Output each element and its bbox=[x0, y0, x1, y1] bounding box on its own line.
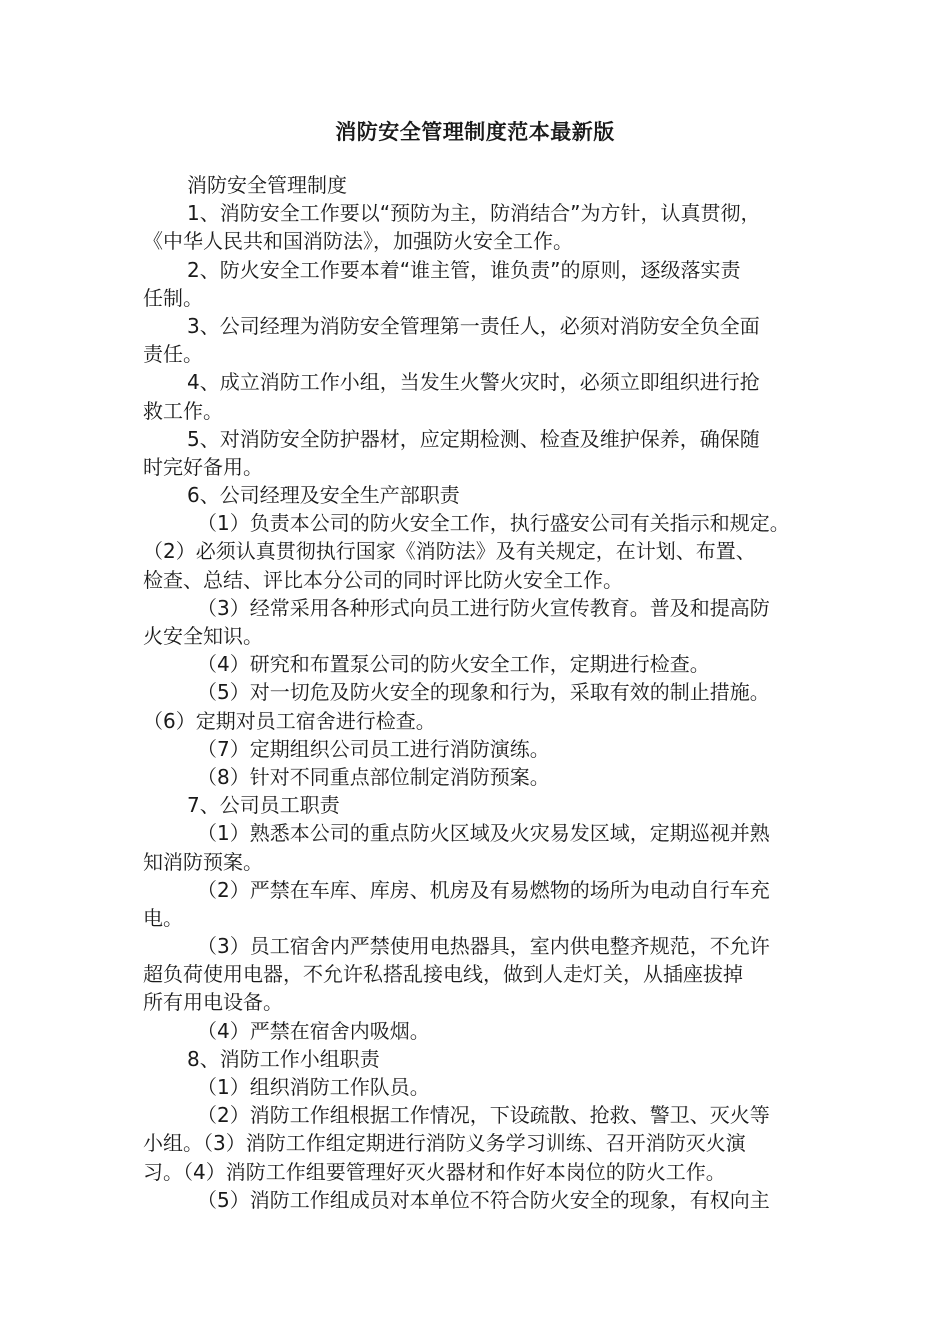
text-line: （3）经常采用各种形式向员工进行防火宣传教育。普及和提高防 bbox=[197, 595, 770, 620]
text-line: （6）定期对员工宿舍进行检查。 bbox=[143, 708, 436, 733]
text-line: 1、消防安全工作要以“预防为主，防消结合”为方针，认真贯彻， bbox=[187, 201, 761, 226]
document-body bbox=[143, 171, 815, 1214]
text-line: （7）定期组织公司员工进行消防演练。 bbox=[197, 736, 550, 761]
text-line: 责任。 bbox=[143, 342, 203, 367]
text-line: 知消防预案。 bbox=[143, 849, 263, 874]
text-line: 救工作。 bbox=[143, 398, 223, 423]
text-line: 习。（4）消防工作组要管理好灭火器材和作好本岗位的防火工作。 bbox=[143, 1159, 726, 1184]
document-title: 消防安全管理制度范本最新版 bbox=[335, 120, 615, 144]
text-line: （3）员工宿舍内严禁使用电热器具，室内供电整齐规范，不允许 bbox=[197, 934, 770, 959]
text-line: （2）严禁在车库、库房、机房及有易燃物的场所为电动自行车充 bbox=[197, 877, 770, 902]
text-line: 火安全知识。 bbox=[143, 624, 263, 648]
text-line: 2、防火安全工作要本着“谁主管，谁负责”的原则，逐级落实责 bbox=[187, 257, 741, 282]
text-line: 消防安全管理制度 bbox=[187, 173, 347, 197]
text-line: 检查、总结、评比本分公司的同时评比防火安全工作。 bbox=[143, 567, 623, 592]
text-line: 《中华人民共和国消防法》，加强防火安全工作。 bbox=[143, 229, 573, 254]
text-line: （4）研究和布置泵公司的防火安全工作，定期进行检查。 bbox=[197, 652, 710, 677]
text-line: 电。 bbox=[143, 905, 183, 930]
text-line: （5）消防工作组成员对本单位不符合防火安全的现象，有权向主 bbox=[197, 1187, 770, 1212]
text-line: （2）必须认真贯彻执行国家《消防法》及有关规定，在计划、布置、 bbox=[143, 539, 756, 564]
text-line: 超负荷使用电器，不允许私搭乱接电线，做到人走灯关，从插座拔掉 bbox=[143, 962, 743, 987]
text-line: （1）组织消防工作队员。 bbox=[197, 1075, 430, 1099]
text-line: 8、消防工作小组职责 bbox=[187, 1046, 380, 1071]
text-line: （4）严禁在宿舍内吸烟。 bbox=[197, 1018, 430, 1043]
text-line: （2）消防工作组根据工作情况，下设疏散、抢救、警卫、灭火等 bbox=[197, 1103, 770, 1128]
text-line: 3、公司经理为消防安全管理第一责任人，必须对消防安全负全面 bbox=[187, 313, 760, 338]
text-line: （8）针对不同重点部位制定消防预案。 bbox=[197, 764, 550, 789]
text-line: 5、对消防安全防护器材，应定期检测、检查及维护保养，确保随 bbox=[187, 426, 760, 451]
text-line: 小组。（3）消防工作组定期进行消防义务学习训练、召开消防灭火演 bbox=[143, 1131, 746, 1156]
text-line: 7、公司员工职责 bbox=[187, 793, 340, 818]
text-line: （1）负责本公司的防火安全工作，执行盛安公司有关指示和规定。 bbox=[197, 511, 790, 536]
text-line: 所有用电设备。 bbox=[143, 990, 283, 1015]
text-line: 时完好备用。 bbox=[143, 454, 263, 479]
text-line: 任制。 bbox=[143, 285, 203, 310]
text-line: （5）对一切危及防火安全的现象和行为，采取有效的制止措施。 bbox=[197, 680, 770, 705]
text-line: 6、公司经理及安全生产部职责 bbox=[187, 483, 460, 508]
text-line: （1）熟悉本公司的重点防火区域及火灾易发区域，定期巡视并熟 bbox=[197, 821, 770, 846]
text-line: 4、成立消防工作小组，当发生火警火灾时，必须立即组织进行抢 bbox=[187, 370, 760, 395]
